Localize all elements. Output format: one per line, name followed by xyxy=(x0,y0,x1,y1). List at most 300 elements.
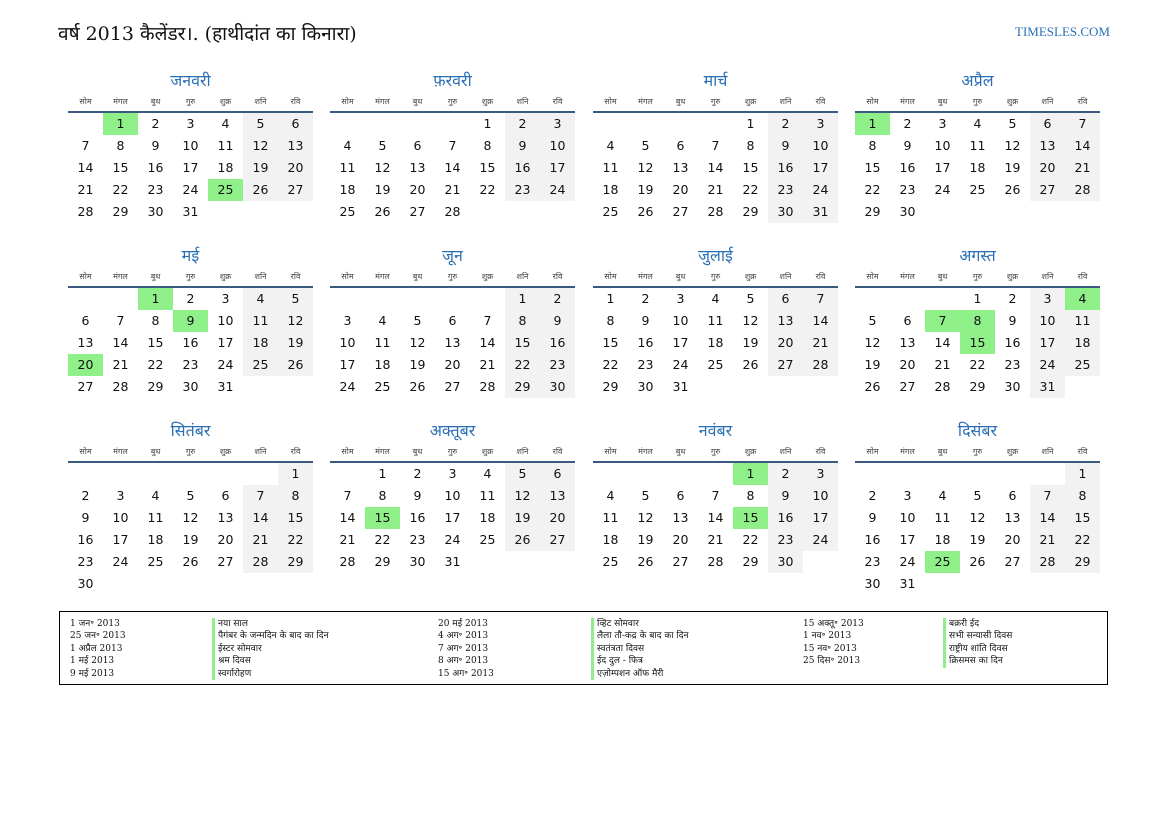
holiday-col-3-names xyxy=(943,618,1012,668)
weekday-label: सोम xyxy=(604,272,617,281)
day-cell: 10 xyxy=(803,485,838,507)
holiday-list xyxy=(59,611,1108,685)
day-cell: 21 xyxy=(707,182,724,197)
day-cell: 11 xyxy=(707,313,724,328)
weekday-label: शुक्र xyxy=(744,97,757,106)
weekday-label: सोम xyxy=(79,97,92,106)
weekday-label: रवि xyxy=(1077,447,1088,456)
day-cell: 5 xyxy=(1008,116,1017,131)
day-cell: 27 xyxy=(217,554,234,569)
empty-cell xyxy=(68,463,103,485)
weekday-label: गुरु xyxy=(710,272,721,281)
empty-cell xyxy=(208,463,243,485)
day-cell: 6 xyxy=(413,138,422,153)
day-cell: 29 xyxy=(969,379,986,394)
day-cell: 21 xyxy=(479,357,496,372)
weekday-label: बुध xyxy=(675,447,686,456)
day-cell: 6 xyxy=(1008,488,1017,503)
day-cell: 20 xyxy=(444,357,461,372)
weekday-label: रवि xyxy=(552,97,563,106)
empty-cell xyxy=(330,113,365,135)
day-cell: 18 xyxy=(243,332,278,354)
month-name: दिसंबर xyxy=(957,421,998,440)
holiday-col-1-names xyxy=(212,618,329,680)
day-cell: 3 xyxy=(116,488,125,503)
weekday-label: शुक्र xyxy=(744,272,757,281)
day-cell: 20 xyxy=(278,157,313,179)
month-name: फ़रवरी xyxy=(433,71,472,90)
day-cell: 10 xyxy=(934,138,951,153)
day-cell: 11 xyxy=(602,510,619,525)
day-cell: 27 xyxy=(444,379,461,394)
day-cell: 16 xyxy=(182,335,199,350)
day-cell: 19 xyxy=(637,532,654,547)
day-cell: 31 xyxy=(803,201,838,223)
day-cell: 29 xyxy=(112,204,129,219)
day-cell: 2 xyxy=(540,288,575,310)
day-cell: 28 xyxy=(444,204,461,219)
weekday-header xyxy=(68,95,313,109)
day-cell: 3 xyxy=(448,466,457,481)
day-cell: 6 xyxy=(768,288,803,310)
day-cell: 6 xyxy=(448,313,457,328)
day-cell: 4 xyxy=(711,291,720,306)
day-cell: 13 xyxy=(899,335,916,350)
day-cell: 19 xyxy=(243,157,278,179)
day-cell: 29 xyxy=(742,554,759,569)
holiday-day-cell: 15 xyxy=(365,507,400,529)
day-grid xyxy=(593,113,838,223)
empty-cell xyxy=(243,463,278,485)
day-cell: 17 xyxy=(803,157,838,179)
day-cell: 19 xyxy=(278,332,313,354)
weekday-label: गुरु xyxy=(972,272,983,281)
day-cell: 19 xyxy=(409,357,426,372)
weekday-label: गुरु xyxy=(972,447,983,456)
day-cell: 8 xyxy=(1065,485,1100,507)
weekday-label: सोम xyxy=(604,447,617,456)
empty-cell xyxy=(103,288,138,310)
day-cell: 26 xyxy=(278,354,313,376)
weekday-label: सोम xyxy=(341,447,354,456)
day-cell: 24 xyxy=(934,182,951,197)
day-cell: 21 xyxy=(77,182,94,197)
day-cell: 2 xyxy=(413,466,422,481)
day-grid xyxy=(593,288,838,398)
holiday-date: 15 नव॰ 2013 xyxy=(803,643,857,654)
holiday-date: 1 मई 2013 xyxy=(70,656,115,667)
day-cell: 29 xyxy=(505,376,540,398)
day-cell: 1 xyxy=(1065,463,1100,485)
weekday-label: मंगल xyxy=(900,447,915,456)
holiday-name: श्रम दिवस xyxy=(212,655,329,667)
month-name: सितंबर xyxy=(170,421,211,440)
day-cell: 18 xyxy=(339,182,356,197)
day-cell: 3 xyxy=(803,113,838,135)
day-cell: 18 xyxy=(479,510,496,525)
holiday-col-2-names xyxy=(591,618,689,680)
day-cell: 27 xyxy=(899,379,916,394)
weekday-label: बुध xyxy=(937,447,948,456)
day-cell: 5 xyxy=(868,313,877,328)
day-cell: 16 xyxy=(409,510,426,525)
month-block xyxy=(330,70,575,245)
day-grid xyxy=(68,288,313,398)
day-cell: 20 xyxy=(540,507,575,529)
day-cell: 4 xyxy=(243,288,278,310)
day-cell: 24 xyxy=(540,179,575,201)
day-cell: 25 xyxy=(969,182,986,197)
day-cell: 3 xyxy=(540,113,575,135)
day-cell: 25 xyxy=(479,532,496,547)
day-cell: 21 xyxy=(339,532,356,547)
empty-cell xyxy=(330,288,365,310)
day-cell: 15 xyxy=(1065,507,1100,529)
day-cell: 25 xyxy=(602,554,619,569)
day-cell: 16 xyxy=(505,157,540,179)
day-cell: 22 xyxy=(278,529,313,551)
weekday-label: रवि xyxy=(290,272,301,281)
day-cell: 10 xyxy=(217,313,234,328)
weekday-label: रवि xyxy=(552,447,563,456)
day-cell: 22 xyxy=(147,357,164,372)
weekday-label: गुरु xyxy=(710,447,721,456)
weekday-label: सोम xyxy=(866,272,879,281)
day-cell: 4 xyxy=(221,116,230,131)
day-cell: 18 xyxy=(374,357,391,372)
day-cell: 6 xyxy=(903,313,912,328)
holiday-day-cell: 1 xyxy=(138,288,173,310)
weekday-label: बुध xyxy=(412,447,423,456)
holiday-col-3-dates xyxy=(803,618,864,668)
weekday-label: बुध xyxy=(150,447,161,456)
weekday-label: शनि xyxy=(1041,272,1054,281)
day-cell: 12 xyxy=(182,510,199,525)
day-cell: 25 xyxy=(243,354,278,376)
day-cell: 11 xyxy=(969,138,986,153)
day-cell: 26 xyxy=(374,204,391,219)
empty-cell xyxy=(173,463,208,485)
weekday-label: बुध xyxy=(675,272,686,281)
holiday-date: 7 अग॰ 2013 xyxy=(438,643,489,654)
day-cell: 14 xyxy=(1030,507,1065,529)
day-cell: 11 xyxy=(243,310,278,332)
weekday-header xyxy=(593,95,838,109)
day-cell: 4 xyxy=(606,488,615,503)
day-cell: 14 xyxy=(112,335,129,350)
day-grid xyxy=(68,113,313,223)
day-cell: 25 xyxy=(1065,354,1100,376)
month-block xyxy=(855,420,1100,595)
day-cell: 28 xyxy=(339,554,356,569)
day-cell: 26 xyxy=(864,379,881,394)
day-cell: 9 xyxy=(1008,313,1017,328)
day-cell: 1 xyxy=(746,116,755,131)
day-cell: 22 xyxy=(742,532,759,547)
day-cell: 23 xyxy=(505,179,540,201)
weekday-label: शनि xyxy=(254,272,267,281)
day-cell: 15 xyxy=(278,507,313,529)
day-cell: 8 xyxy=(746,138,755,153)
day-cell: 19 xyxy=(1004,160,1021,175)
day-cell: 12 xyxy=(969,510,986,525)
weekday-label: शुक्र xyxy=(219,272,232,281)
day-cell: 7 xyxy=(343,488,352,503)
weekday-header xyxy=(330,270,575,284)
weekday-label: मंगल xyxy=(113,97,128,106)
day-cell: 19 xyxy=(742,335,759,350)
day-cell: 28 xyxy=(243,551,278,573)
day-cell: 3 xyxy=(1030,288,1065,310)
day-cell: 30 xyxy=(864,576,881,591)
day-cell: 15 xyxy=(864,160,881,175)
day-cell: 10 xyxy=(540,135,575,157)
day-cell: 22 xyxy=(864,182,881,197)
day-cell: 28 xyxy=(803,354,838,376)
day-grid xyxy=(68,463,313,595)
weekday-label: शनि xyxy=(779,97,792,106)
day-cell: 7 xyxy=(803,288,838,310)
day-cell: 5 xyxy=(243,113,278,135)
day-cell: 26 xyxy=(637,554,654,569)
weekday-label: गुरु xyxy=(185,97,196,106)
holiday-day-cell: 8 xyxy=(960,310,995,332)
holiday-name: स्वर्गारोहण xyxy=(212,668,329,680)
day-cell: 25 xyxy=(339,204,356,219)
weekday-label: गुरु xyxy=(972,97,983,106)
day-cell: 5 xyxy=(278,288,313,310)
day-cell: 24 xyxy=(217,357,234,372)
day-cell: 23 xyxy=(864,554,881,569)
day-cell: 10 xyxy=(672,313,689,328)
day-cell: 17 xyxy=(182,160,199,175)
day-cell: 7 xyxy=(711,488,720,503)
empty-cell xyxy=(663,463,698,485)
day-cell: 14 xyxy=(707,160,724,175)
day-cell: 30 xyxy=(147,204,164,219)
holiday-date: 25 दिस॰ 2013 xyxy=(803,656,861,667)
day-cell: 17 xyxy=(934,160,951,175)
day-cell: 30 xyxy=(77,576,94,591)
weekday-label: मंगल xyxy=(900,97,915,106)
day-cell: 2 xyxy=(1008,291,1017,306)
day-cell: 7 xyxy=(81,138,90,153)
day-cell: 20 xyxy=(217,532,234,547)
empty-cell xyxy=(400,288,435,310)
weekday-label: शुक्र xyxy=(1006,97,1019,106)
day-cell: 14 xyxy=(479,335,496,350)
day-cell: 13 xyxy=(217,510,234,525)
day-cell: 29 xyxy=(864,204,881,219)
day-cell: 2 xyxy=(768,463,803,485)
day-cell: 10 xyxy=(112,510,129,525)
weekday-label: शुक्र xyxy=(481,447,494,456)
day-cell: 6 xyxy=(1030,113,1065,135)
day-cell: 25 xyxy=(707,357,724,372)
day-cell: 12 xyxy=(1004,138,1021,153)
day-cell: 17 xyxy=(1030,332,1065,354)
day-cell: 15 xyxy=(742,160,759,175)
weekday-label: शनि xyxy=(254,97,267,106)
day-cell: 16 xyxy=(147,160,164,175)
empty-cell xyxy=(855,463,890,485)
day-cell: 28 xyxy=(934,379,951,394)
holiday-name: व्हिट सोमवार xyxy=(591,618,689,630)
day-cell: 18 xyxy=(1065,332,1100,354)
weekday-label: मंगल xyxy=(900,272,915,281)
day-cell: 5 xyxy=(973,488,982,503)
day-grid xyxy=(330,113,575,223)
day-cell: 19 xyxy=(505,507,540,529)
day-cell: 21 xyxy=(243,529,278,551)
day-cell: 13 xyxy=(278,135,313,157)
day-cell: 26 xyxy=(409,379,426,394)
day-cell: 6 xyxy=(81,313,90,328)
day-cell: 13 xyxy=(672,510,689,525)
day-cell: 8 xyxy=(378,488,387,503)
holiday-name: क्रिसमस का दिन xyxy=(943,655,1012,667)
weekday-label: बुध xyxy=(150,272,161,281)
holiday-name: पैगंबर के जन्मदिन के बाद का दिन xyxy=(212,630,329,642)
day-cell: 27 xyxy=(768,354,803,376)
weekday-header xyxy=(330,445,575,459)
day-cell: 18 xyxy=(602,532,619,547)
day-cell: 24 xyxy=(672,357,689,372)
holiday-name: ईद दुल - फित्र xyxy=(591,655,689,667)
day-cell: 5 xyxy=(186,488,195,503)
day-cell: 1 xyxy=(483,116,492,131)
day-cell: 12 xyxy=(864,335,881,350)
site-link[interactable]: TIMESLES.COM xyxy=(1015,24,1110,39)
day-grid xyxy=(593,463,838,573)
month-name: मार्च xyxy=(703,71,728,90)
day-cell: 27 xyxy=(278,179,313,201)
empty-cell xyxy=(68,288,103,310)
weekday-label: शुक्र xyxy=(744,447,757,456)
day-cell: 15 xyxy=(505,332,540,354)
day-cell: 27 xyxy=(77,379,94,394)
day-cell: 29 xyxy=(278,551,313,573)
day-cell: 22 xyxy=(1065,529,1100,551)
holiday-date: 15 अग॰ 2013 xyxy=(438,668,494,679)
weekday-header xyxy=(855,95,1100,109)
holiday-day-cell: 20 xyxy=(68,354,103,376)
day-cell: 28 xyxy=(707,204,724,219)
day-cell: 15 xyxy=(147,335,164,350)
day-cell: 5 xyxy=(746,291,755,306)
day-cell: 4 xyxy=(483,466,492,481)
day-cell: 2 xyxy=(151,116,160,131)
day-cell: 11 xyxy=(147,510,164,525)
month-block xyxy=(68,70,313,245)
day-cell: 10 xyxy=(339,335,356,350)
day-cell: 9 xyxy=(540,310,575,332)
day-cell: 31 xyxy=(1030,376,1065,398)
day-cell: 18 xyxy=(969,160,986,175)
day-cell: 7 xyxy=(1065,113,1100,135)
day-cell: 9 xyxy=(81,510,90,525)
month-name: नवंबर xyxy=(698,421,733,440)
day-cell: 26 xyxy=(969,554,986,569)
day-cell: 19 xyxy=(864,357,881,372)
day-cell: 21 xyxy=(803,332,838,354)
empty-cell xyxy=(138,463,173,485)
day-cell: 21 xyxy=(112,357,129,372)
day-cell: 26 xyxy=(243,179,278,201)
day-cell: 3 xyxy=(903,488,912,503)
day-cell: 27 xyxy=(1030,179,1065,201)
weekday-label: शनि xyxy=(1041,447,1054,456)
day-cell: 7 xyxy=(116,313,125,328)
day-cell: 9 xyxy=(768,135,803,157)
day-cell: 21 xyxy=(1030,529,1065,551)
day-cell: 6 xyxy=(278,113,313,135)
day-cell: 11 xyxy=(374,335,391,350)
day-cell: 29 xyxy=(374,554,391,569)
weekday-label: शुक्र xyxy=(219,447,232,456)
weekday-label: सोम xyxy=(341,97,354,106)
day-cell: 8 xyxy=(483,138,492,153)
day-cell: 3 xyxy=(221,291,230,306)
weekday-label: रवि xyxy=(815,272,826,281)
day-cell: 5 xyxy=(641,488,650,503)
day-cell: 7 xyxy=(243,485,278,507)
day-cell: 29 xyxy=(602,379,619,394)
day-cell: 2 xyxy=(868,488,877,503)
holiday-day-cell: 15 xyxy=(960,332,995,354)
weekday-label: बुध xyxy=(412,97,423,106)
day-cell: 3 xyxy=(343,313,352,328)
weekday-label: बुध xyxy=(937,97,948,106)
day-cell: 6 xyxy=(540,463,575,485)
day-cell: 2 xyxy=(186,291,195,306)
month-name: अप्रैल xyxy=(961,71,994,90)
day-cell: 16 xyxy=(540,332,575,354)
day-cell: 24 xyxy=(803,179,838,201)
holiday-date: 4 अग॰ 2013 xyxy=(438,631,489,642)
weekday-header xyxy=(855,270,1100,284)
day-cell: 3 xyxy=(186,116,195,131)
day-cell: 1 xyxy=(378,466,387,481)
day-cell: 19 xyxy=(182,532,199,547)
day-cell: 18 xyxy=(707,335,724,350)
day-cell: 13 xyxy=(672,160,689,175)
day-cell: 23 xyxy=(147,182,164,197)
day-cell: 1 xyxy=(973,291,982,306)
day-cell: 18 xyxy=(147,532,164,547)
weekday-label: गुरु xyxy=(447,447,458,456)
day-grid xyxy=(330,288,575,398)
day-cell: 13 xyxy=(444,335,461,350)
weekday-label: गुरु xyxy=(185,272,196,281)
day-cell: 18 xyxy=(934,532,951,547)
month-block xyxy=(68,420,313,595)
month-name: जून xyxy=(442,246,463,265)
day-cell: 2 xyxy=(81,488,90,503)
day-cell: 30 xyxy=(637,379,654,394)
day-cell: 28 xyxy=(112,379,129,394)
holiday-name: एज़ोम्पशन ऑफ मैरी xyxy=(591,668,689,680)
day-cell: 19 xyxy=(374,182,391,197)
day-cell: 28 xyxy=(1030,551,1065,573)
day-cell: 30 xyxy=(182,379,199,394)
day-cell: 24 xyxy=(803,529,838,551)
weekday-label: मंगल xyxy=(113,272,128,281)
day-cell: 15 xyxy=(112,160,129,175)
day-cell: 7 xyxy=(448,138,457,153)
holiday-name: स्वतंत्रता दिवस xyxy=(591,643,689,655)
weekday-label: मंगल xyxy=(638,97,653,106)
